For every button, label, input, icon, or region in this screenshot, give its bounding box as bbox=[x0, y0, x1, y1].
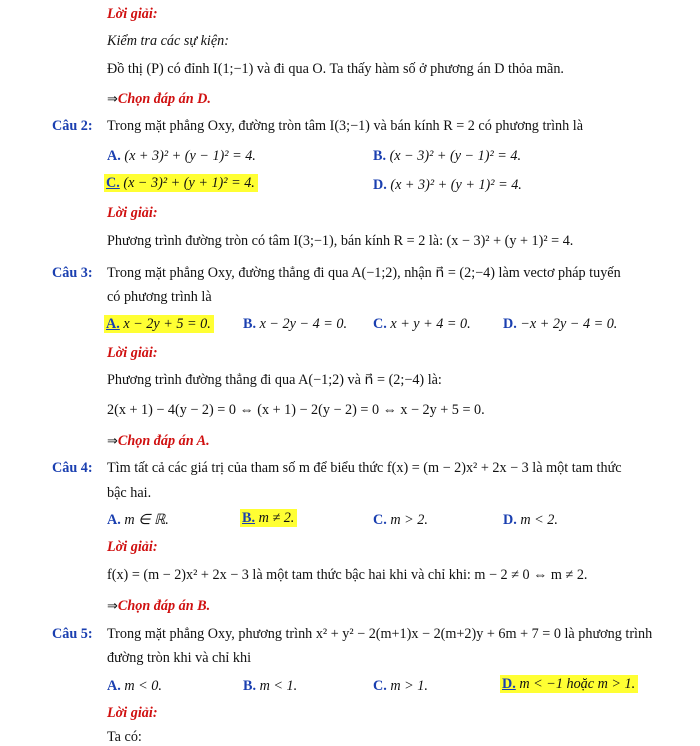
option-text: m < 1. bbox=[259, 678, 298, 694]
option-c-correct[interactable] bbox=[104, 174, 258, 192]
implies-arrow: ⇒ bbox=[107, 599, 118, 614]
option-text: m < 0. bbox=[124, 678, 162, 694]
option-label: D. bbox=[503, 316, 517, 332]
implies-arrow: ⇒ bbox=[107, 434, 118, 449]
option-label: B. bbox=[243, 678, 257, 694]
question-text-cont: có phương trình là bbox=[107, 289, 212, 305]
option-d[interactable] bbox=[503, 315, 617, 333]
option-text: m < −1 hoặc m > 1. bbox=[519, 676, 636, 692]
question-number: Câu 2: bbox=[52, 118, 93, 134]
solution-heading: Lời giải: bbox=[107, 539, 158, 555]
option-text: −x + 2y − 4 = 0. bbox=[520, 316, 618, 332]
question-number: Câu 5: bbox=[52, 626, 93, 642]
question-text: Trong mặt phẳng Oxy, đường thẳng đi qua A(−1;2), nhận n⃗ = (2;−4) làm vectơ pháp tuyến bbox=[107, 265, 621, 281]
option-text: (x + 3)² + (y − 1)² = 4. bbox=[124, 148, 256, 164]
option-label: A. bbox=[107, 512, 121, 528]
implies-arrow: ⇒ bbox=[107, 92, 118, 107]
option-text: (x − 3)² + (y − 1)² = 4. bbox=[389, 148, 522, 164]
solution-text: Đồ thị (P) có đỉnh I(1;−1) và đi qua O. Ta thấy hàm số ở phương án D thỏa mãn. bbox=[107, 61, 564, 77]
option-a[interactable] bbox=[107, 511, 169, 529]
solution-heading: Lời giải: bbox=[107, 705, 158, 721]
option-label: D. bbox=[373, 177, 387, 193]
answer-text: Chọn đáp án A. bbox=[117, 433, 210, 449]
option-label: C. bbox=[373, 678, 387, 694]
answer-line bbox=[107, 90, 211, 109]
option-b[interactable] bbox=[243, 315, 347, 333]
option-a-correct[interactable] bbox=[104, 315, 214, 333]
option-d-correct[interactable] bbox=[500, 675, 638, 693]
question-text: Tìm tất cả các giá trị của tham số m để biểu thức f(x) = (m − 2)x² + 2x − 3 là một tam thức bbox=[107, 460, 622, 476]
option-label: B. bbox=[243, 316, 257, 332]
option-c[interactable] bbox=[373, 315, 471, 333]
option-label: A. bbox=[107, 148, 121, 164]
option-text: m > 2. bbox=[390, 512, 428, 528]
question-text: Trong mặt phẳng Oxy, phương trình x² + y² − 2(m+1)x − 2(m+2)y + 6m + 7 = 0 là phương trình bbox=[107, 626, 653, 642]
solution-heading: Lời giải: bbox=[107, 205, 158, 221]
answer-line bbox=[107, 597, 210, 616]
option-b[interactable] bbox=[373, 147, 521, 165]
question-text-cont: bậc hai. bbox=[107, 485, 152, 501]
solution-text: Phương trình đường thẳng đi qua A(−1;2) và n⃗ = (2;−4) là: bbox=[107, 372, 442, 388]
solution-heading: Lời giải: bbox=[107, 345, 158, 361]
question-number: Câu 3: bbox=[52, 265, 93, 281]
option-text: (x + 3)² + (y + 1)² = 4. bbox=[390, 177, 522, 193]
option-label: A. bbox=[106, 316, 120, 332]
option-d[interactable] bbox=[373, 176, 522, 194]
check-events-text: Kiểm tra các sự kiện: bbox=[107, 33, 229, 49]
option-label: D. bbox=[503, 512, 517, 528]
option-text: m ∈ ℝ. bbox=[124, 512, 169, 528]
option-text: m > 1. bbox=[390, 678, 428, 694]
option-text: x − 2y + 5 = 0. bbox=[123, 316, 211, 332]
option-b[interactable] bbox=[243, 677, 297, 695]
solution-heading: Lời giải: bbox=[107, 6, 158, 22]
solution-equation: 2(x + 1) − 4(y − 2) = 0 ⇔ (x + 1) − 2(y − 2) = 0 ⇔ x − 2y + 5 = 0. bbox=[107, 402, 485, 418]
option-label: B. bbox=[373, 148, 387, 164]
solution-text: Phương trình đường tròn có tâm I(3;−1), bán kính R = 2 là: (x − 3)² + (y + 1)² = 4. bbox=[107, 233, 574, 249]
option-c[interactable] bbox=[373, 677, 428, 695]
option-text: m < 2. bbox=[520, 512, 558, 528]
option-label: C. bbox=[106, 175, 120, 191]
answer-text: Chọn đáp án D. bbox=[117, 91, 211, 107]
option-label: B. bbox=[242, 510, 256, 526]
solution-text: f(x) = (m − 2)x² + 2x − 3 là một tam thức bậc hai khi và chỉ khi: m − 2 ≠ 0 ⇔ m ≠ 2. bbox=[107, 567, 588, 583]
question-text: Trong mặt phẳng Oxy, đường tròn tâm I(3;−1) và bán kính R = 2 có phương trình là bbox=[107, 118, 584, 134]
option-d[interactable] bbox=[503, 511, 558, 529]
option-label: A. bbox=[107, 678, 121, 694]
option-text: x − 2y − 4 = 0. bbox=[259, 316, 347, 332]
option-c[interactable] bbox=[373, 511, 428, 529]
option-a[interactable] bbox=[107, 677, 162, 695]
solution-text: Ta có: bbox=[107, 729, 142, 745]
option-text: (x − 3)² + (y + 1)² = 4. bbox=[123, 175, 255, 191]
answer-text: Chọn đáp án B. bbox=[117, 598, 211, 614]
option-a[interactable] bbox=[107, 147, 256, 165]
option-label: C. bbox=[373, 316, 387, 332]
answer-line bbox=[107, 432, 210, 451]
question-text-cont: đường tròn khi và chỉ khi bbox=[107, 650, 252, 666]
option-label: D. bbox=[502, 676, 516, 692]
option-text: x + y + 4 = 0. bbox=[390, 316, 471, 332]
question-number: Câu 4: bbox=[52, 460, 93, 476]
option-label: C. bbox=[373, 512, 387, 528]
option-b-correct[interactable] bbox=[240, 509, 297, 527]
option-text: m ≠ 2. bbox=[258, 510, 295, 526]
